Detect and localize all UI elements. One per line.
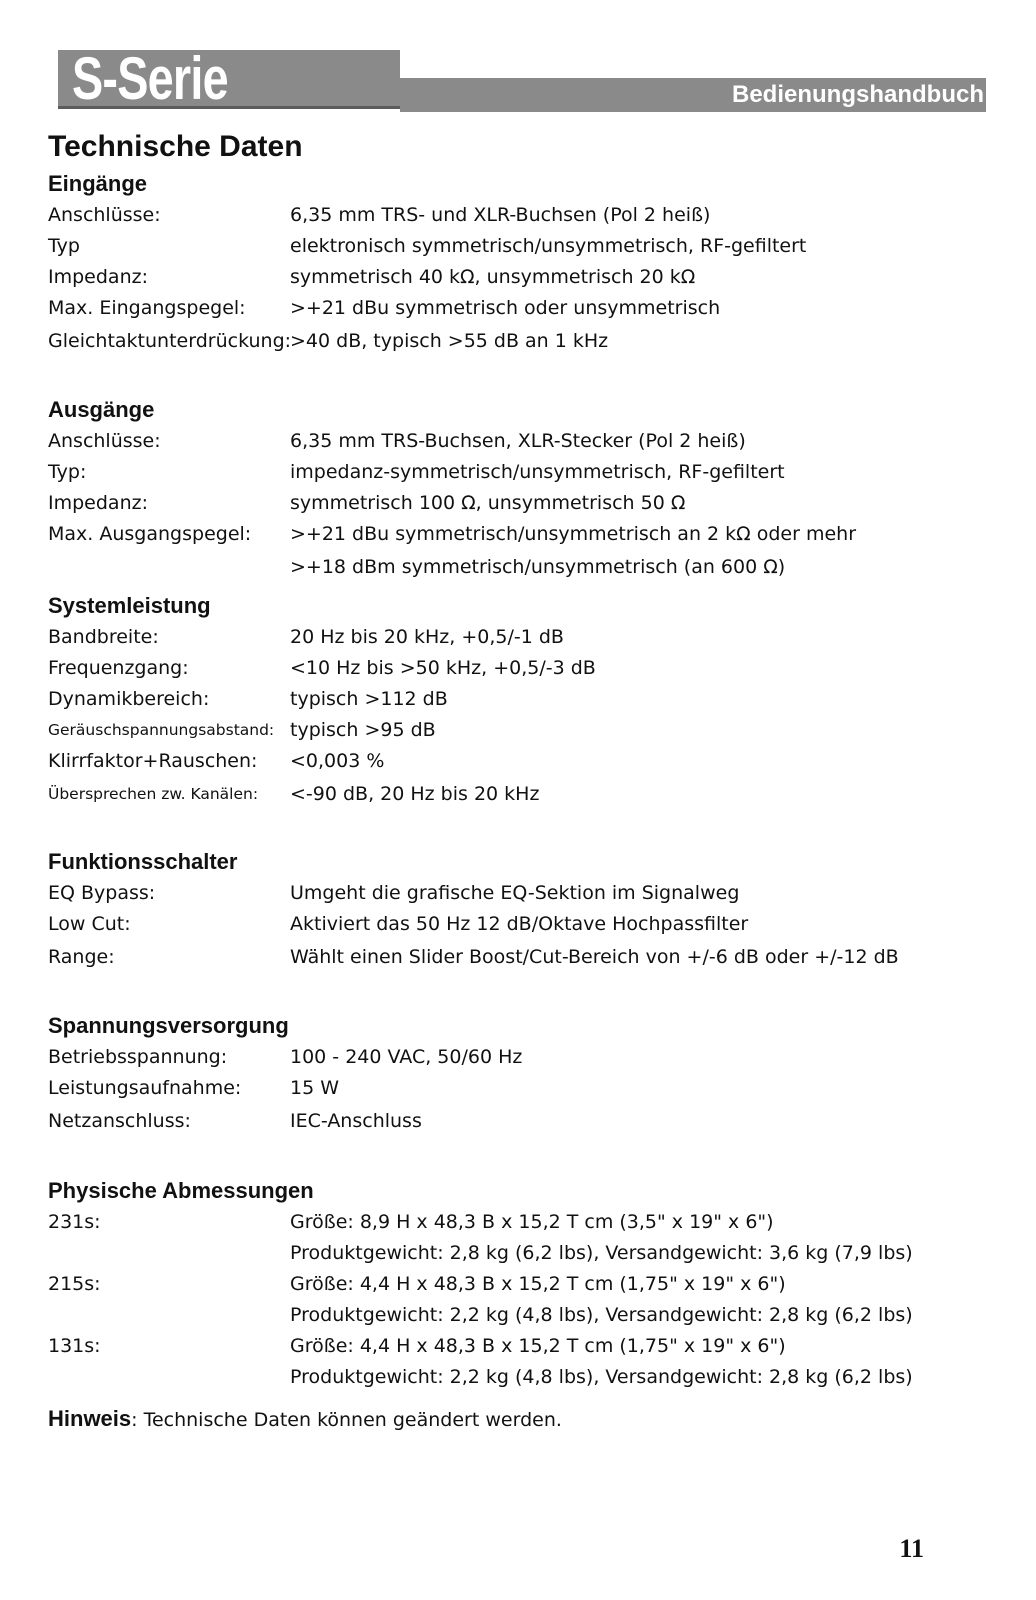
spec-label: Dynamikbereich: bbox=[48, 688, 210, 710]
section-heading: Ausgänge bbox=[48, 397, 155, 422]
spec-value: Produktgewicht: 2,2 kg (4,8 lbs), Versandgewicht: 2,8 kg (6,2 lbs) bbox=[290, 1366, 913, 1388]
spec-row bbox=[48, 779, 988, 810]
spec-row bbox=[48, 231, 988, 262]
spec-label: Typ bbox=[48, 235, 80, 257]
spec-row bbox=[48, 519, 988, 550]
spec-label: Impedanz: bbox=[48, 266, 148, 288]
spec-row bbox=[48, 622, 988, 653]
spec-value: 6,35 mm TRS- und XLR-Buchsen (Pol 2 heiß) bbox=[290, 204, 711, 226]
spec-row bbox=[48, 746, 988, 777]
spec-label: Bandbreite: bbox=[48, 626, 159, 648]
spec-label: Leistungsaufnahme: bbox=[48, 1077, 242, 1099]
spec-label: Netzanschluss: bbox=[48, 1110, 191, 1132]
brand-logo: S-Serie bbox=[72, 45, 228, 112]
spec-value: >40 dB, typisch >55 dB an 1 kHz bbox=[290, 330, 609, 352]
section-systemleistung bbox=[48, 590, 988, 810]
spec-row bbox=[48, 326, 988, 357]
spec-row bbox=[48, 909, 988, 940]
spec-value: symmetrisch 40 kΩ, unsymmetrisch 20 kΩ bbox=[290, 266, 696, 288]
spec-value: impedanz-symmetrisch/unsymmetrisch, RF-gefiltert bbox=[290, 461, 785, 483]
spec-row bbox=[48, 1106, 988, 1137]
spec-row bbox=[48, 1073, 988, 1104]
spec-value: <-90 dB, 20 Hz bis 20 kHz bbox=[290, 783, 540, 805]
spec-value: <10 Hz bis >50 kHz, +0,5/-3 dB bbox=[290, 657, 596, 679]
spec-row bbox=[48, 262, 988, 293]
spec-value: symmetrisch 100 Ω, unsymmetrisch 50 Ω bbox=[290, 492, 686, 514]
spec-row-continuation bbox=[48, 1238, 988, 1269]
section-physische-abmessungen bbox=[48, 1175, 988, 1393]
spec-row-continuation bbox=[48, 1300, 988, 1331]
spec-label: Betriebsspannung: bbox=[48, 1046, 228, 1068]
spec-label-empty bbox=[48, 1300, 290, 1331]
spec-label-empty bbox=[48, 552, 290, 583]
spec-row bbox=[48, 200, 988, 231]
spec-value: IEC-Anschluss bbox=[290, 1110, 422, 1132]
spec-label: Anschlüsse: bbox=[48, 204, 161, 226]
page-header bbox=[0, 0, 1036, 120]
spec-row bbox=[48, 1331, 988, 1362]
spec-value: Produktgewicht: 2,2 kg (4,8 lbs), Versandgewicht: 2,8 kg (6,2 lbs) bbox=[290, 1304, 913, 1326]
spec-label-empty bbox=[48, 1238, 290, 1269]
spec-row-continuation bbox=[48, 1362, 988, 1393]
spec-value: typisch >112 dB bbox=[290, 688, 448, 710]
section-eingaenge bbox=[48, 168, 988, 357]
spec-label: Impedanz: bbox=[48, 492, 148, 514]
spec-value: >+21 dBu symmetrisch oder unsymmetrisch bbox=[290, 297, 721, 319]
spec-label: EQ Bypass: bbox=[48, 882, 156, 904]
spec-label: Anschlüsse: bbox=[48, 430, 161, 452]
spec-row bbox=[48, 1042, 988, 1073]
spec-row bbox=[48, 426, 988, 457]
spec-row bbox=[48, 1269, 988, 1300]
spec-label: Max. Eingangspegel: bbox=[48, 297, 246, 319]
note-label: Hinweis bbox=[48, 1406, 132, 1431]
spec-value: Produktgewicht: 2,8 kg (6,2 lbs), Versandgewicht: 3,6 kg (7,9 lbs) bbox=[290, 1242, 913, 1264]
section-heading: Eingänge bbox=[48, 171, 148, 196]
spec-label: 131s: bbox=[48, 1335, 101, 1357]
spec-value: elektronisch symmetrisch/unsymmetrisch, RF-gefiltert bbox=[290, 235, 807, 257]
spec-row bbox=[48, 457, 988, 488]
spec-label: Range: bbox=[48, 946, 115, 968]
page-number: 11 bbox=[899, 1534, 924, 1563]
spec-label: Typ: bbox=[48, 461, 87, 483]
spec-label: Gleichtaktunterdrückung: bbox=[48, 330, 292, 352]
spec-label: 215s: bbox=[48, 1273, 101, 1295]
spec-label: Frequenzgang: bbox=[48, 657, 189, 679]
spec-label: Geräuschspannungsabstand: bbox=[48, 721, 275, 739]
spec-value: 6,35 mm TRS-Buchsen, XLR-Stecker (Pol 2 heiß) bbox=[290, 430, 746, 452]
spec-row bbox=[48, 942, 988, 973]
section-heading: Physische Abmessungen bbox=[48, 1178, 314, 1203]
spec-row bbox=[48, 684, 988, 715]
spec-row-continuation bbox=[48, 552, 988, 583]
spec-value: Größe: 4,4 H x 48,3 B x 15,2 T cm (1,75" x 19" x 6") bbox=[290, 1273, 786, 1295]
spec-label: 231s: bbox=[48, 1211, 101, 1233]
spec-value: >+21 dBu symmetrisch/unsymmetrisch an 2 kΩ oder mehr bbox=[290, 523, 857, 545]
spec-label-empty bbox=[48, 1362, 290, 1393]
spec-value: Größe: 4,4 H x 48,3 B x 15,2 T cm (1,75" x 19" x 6") bbox=[290, 1335, 786, 1357]
spec-value: >+18 dBm symmetrisch/unsymmetrisch (an 600 Ω) bbox=[290, 556, 786, 578]
spec-value: 100 - 240 VAC, 50/60 Hz bbox=[290, 1046, 523, 1068]
section-ausgaenge bbox=[48, 394, 988, 583]
spec-label: Max. Ausgangspegel: bbox=[48, 523, 252, 545]
spec-label: Low Cut: bbox=[48, 913, 131, 935]
spec-value: Größe: 8,9 H x 48,3 B x 15,2 T cm (3,5" x 19" x 6") bbox=[290, 1211, 774, 1233]
note bbox=[48, 1406, 562, 1432]
spec-value: Wählt einen Slider Boost/Cut-Bereich von +/-6 dB oder +/-12 dB bbox=[290, 946, 899, 968]
spec-value: Umgeht die grafische EQ-Sektion im Signalweg bbox=[290, 882, 740, 904]
page-title: Technische Daten bbox=[48, 130, 303, 163]
section-spannungsversorgung bbox=[48, 1010, 988, 1137]
spec-row bbox=[48, 878, 988, 909]
section-heading: Funktionsschalter bbox=[48, 849, 238, 874]
spec-row bbox=[48, 488, 988, 519]
spec-row bbox=[48, 293, 988, 324]
note-text: : Technische Daten können geändert werden. bbox=[131, 1409, 562, 1431]
header-subtitle: Bedienungshandbuch bbox=[732, 81, 984, 108]
spec-row bbox=[48, 1207, 988, 1238]
section-funktionsschalter bbox=[48, 846, 988, 973]
spec-label: Klirrfaktor+Rauschen: bbox=[48, 750, 258, 772]
spec-value: Aktiviert das 50 Hz 12 dB/Oktave Hochpassfilter bbox=[290, 913, 749, 935]
section-heading: Spannungsversorgung bbox=[48, 1013, 289, 1038]
spec-value: <0,003 % bbox=[290, 750, 385, 772]
spec-label: Übersprechen zw. Kanälen: bbox=[48, 785, 259, 803]
section-heading: Systemleistung bbox=[48, 593, 211, 618]
spec-row bbox=[48, 715, 988, 746]
spec-row bbox=[48, 653, 988, 684]
spec-value: typisch >95 dB bbox=[290, 719, 436, 741]
spec-value: 15 W bbox=[290, 1077, 340, 1099]
spec-value: 20 Hz bis 20 kHz, +0,5/-1 dB bbox=[290, 626, 564, 648]
